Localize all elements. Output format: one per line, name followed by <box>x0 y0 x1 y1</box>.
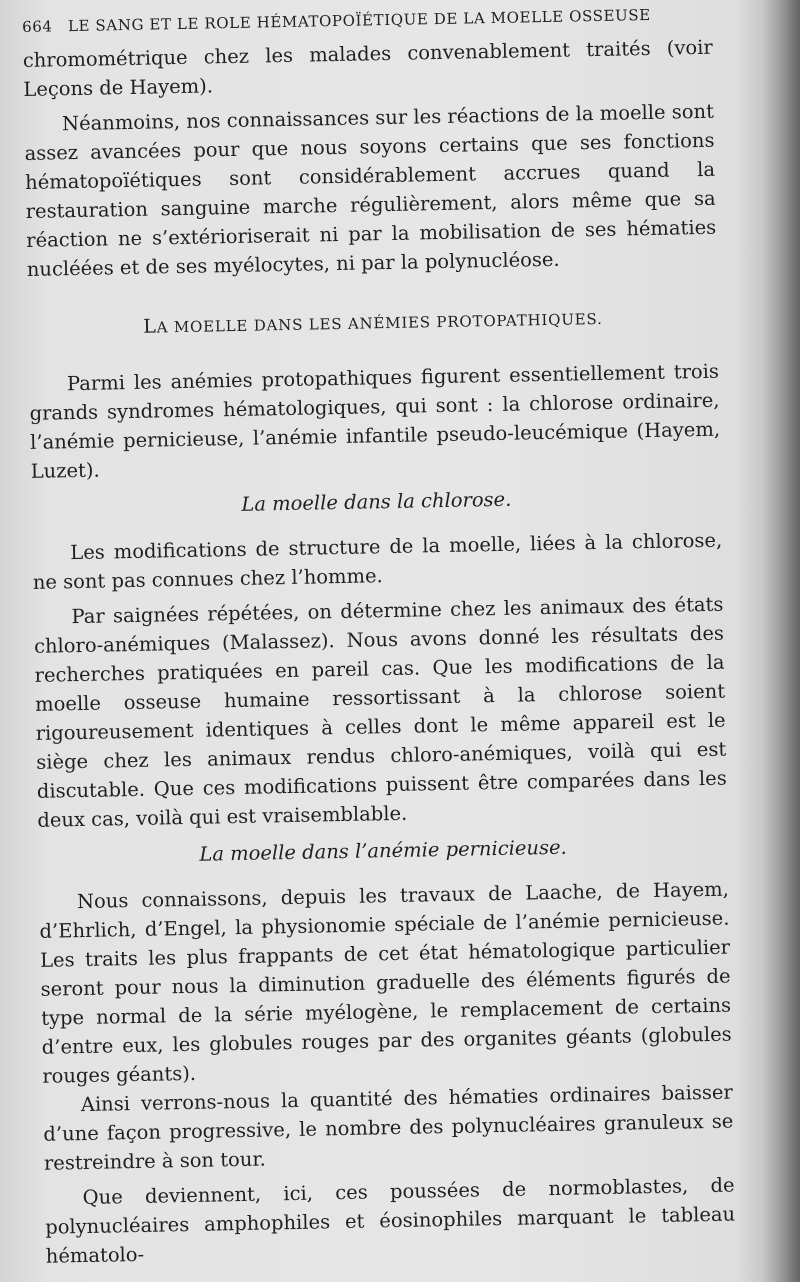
page-text-block <box>22 5 736 1271</box>
paragraph: Que deviennent, ici, ces poussées de normoblastes, de polynucléaires amphophiles et éosinophiles marquant le tableau hématolo- <box>44 1173 736 1268</box>
paragraph: Les modifications de structure de la moelle, liées à la chlorose, ne sont pas connues chez l’homme. <box>32 528 723 594</box>
running-title: LE SANG ET LE ROLE HÉMATOPOÏÉTIQUE DE LA MOELLE OSSEUSE <box>67 5 651 36</box>
paragraph: Néanmoins, nos connaissances sur les réactions de la moelle sont assez avancées pour que nous soyons certains que ses fonctions hématopoïétiques sont considérablement accrues quand la restauration sanguine marche régulièrement, alors même que sa réaction ne s’extérioriserait ni par la mobilisation de ses hématies nucléées et de ses myélocytes, ni par la polynucléose. <box>24 99 717 281</box>
paragraph: Parmi les anémies protopathiques figurent essentiellement trois grands syndromes hématologiques, qui sont : la chlorose ordinaire, l’anémie pernicieuse, l’anémie infantile pseudo-leucémique (Hayem, Luzet). <box>29 359 721 483</box>
page-edge-shadow <box>762 0 800 1282</box>
subsection-heading-chlorose: La moelle dans la chlorose. <box>241 487 512 516</box>
paragraph: Ainsi verrons-nous la quantité des hématies ordinaires baisser d’une façon progressive, le nombre des polynucléaires granuleux se restreindre à son tour. <box>43 1080 734 1175</box>
paragraph-continuation: chromométrique chez les malades convenablement traités (voir Leçons de Hayem). <box>22 35 713 101</box>
running-header <box>22 5 712 36</box>
subsection-heading-pernicieuse: La moelle dans l’anémie pernicieuse. <box>199 835 567 866</box>
page-number: 664 <box>22 17 53 36</box>
section-heading: LA MOELLE DANS LES ANÉMIES PROTOPATHIQUES. <box>143 309 603 338</box>
paragraph: Nous connaissons, depuis les travaux de Laache, de Hayem, d’Ehrlich, d’Engel, la physionomie spéciale de l’anémie pernicieuse. Les traits les plus frappants de cet état hématologique particulier seront pour nous la diminution graduelle des éléments figurés de type normal de la série myélogène, le remplacement de certains d’entre eux, les globules rouges par des organites géants (globules rouges géants). <box>39 877 732 1088</box>
paragraph: Par saignées répétées, on détermine chez les animaux des états chloro-anémiques (Malassez). Nous avons donné les résultats des recherches pratiquées en pareil cas. Que les modifications de la moelle osseuse humaine ressortissant à la chlorose soient rigoureusement identiques à celles dont le même appareil est le siège chez les animaux rendus chloro-anémiques, voilà qui est discutable. Que ces modifications puissent être comparées dans les deux cas, voilà qui est vraisemblable. <box>33 592 727 832</box>
